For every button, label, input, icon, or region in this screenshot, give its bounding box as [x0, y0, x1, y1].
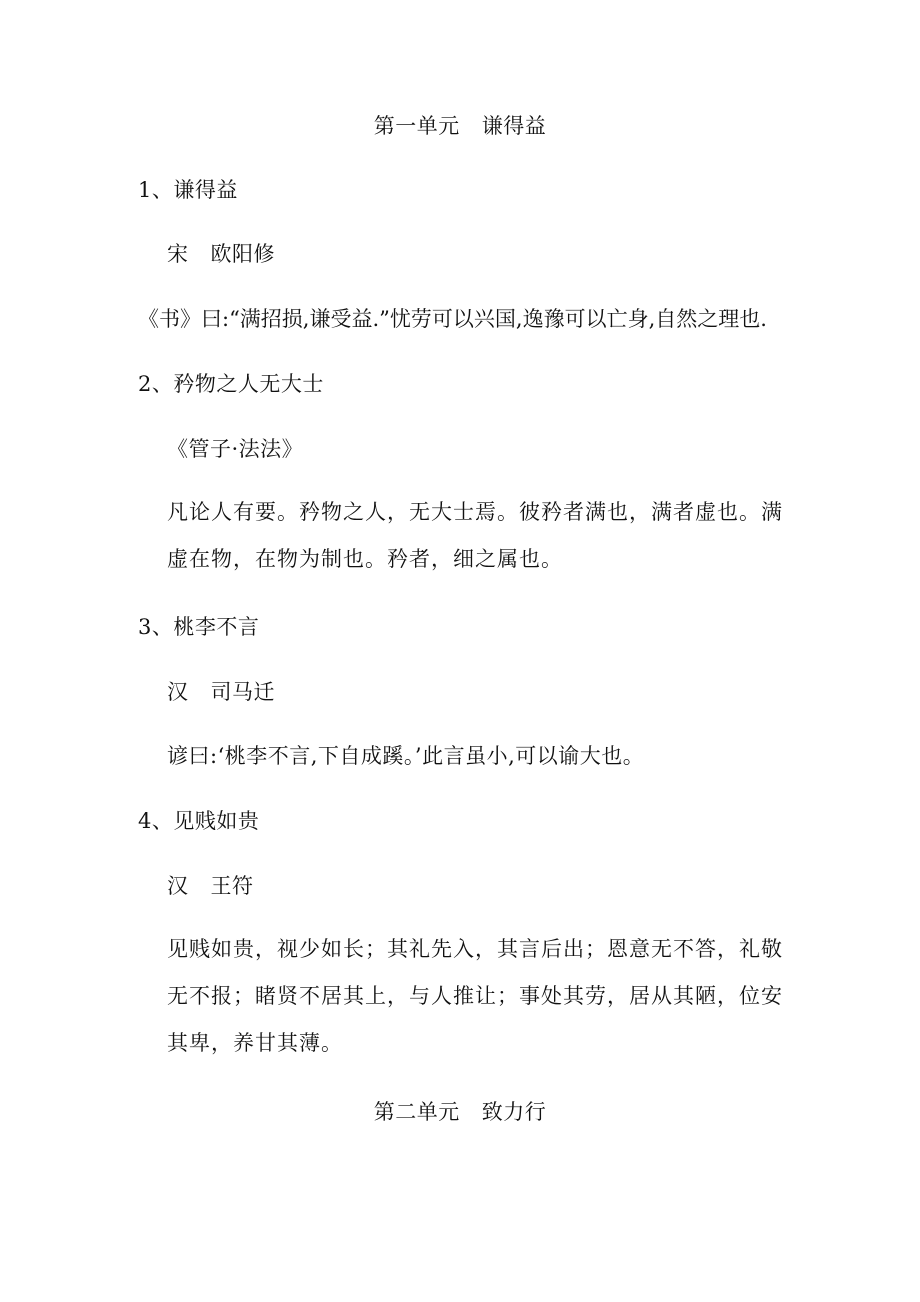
author: 司马迁 — [210, 680, 275, 704]
section-text-1: 《书》曰:“满招损,谦受益.”忧劳可以兴国,逸豫可以亡身,自然之理也. — [138, 307, 767, 331]
unit-theme: 致力行 — [481, 1100, 547, 1124]
author: 王符 — [210, 874, 254, 898]
section-title-3 — [138, 612, 259, 642]
section-text-2: 凡论人有要。矜物之人，无大士焉。彼矜者满也，满者虚也。满虚在物，在物为制也。矜者，细之属也。 — [167, 500, 783, 571]
dynasty: 汉 — [167, 874, 189, 898]
unit-heading-1 — [0, 111, 920, 141]
section-author-4 — [167, 871, 254, 901]
section-title-1 — [138, 175, 238, 205]
section-title: 桃李不言 — [173, 615, 260, 639]
section-title: 矜物之人无大士 — [173, 372, 324, 396]
section-number: 1、 — [138, 178, 174, 202]
section-title-2 — [138, 369, 324, 399]
unit-label: 第二单元 — [373, 1100, 460, 1124]
section-number: 4、 — [138, 809, 174, 833]
section-author-3 — [167, 677, 275, 707]
section-title: 见贱如贵 — [173, 809, 260, 833]
author: 欧阳修 — [210, 242, 275, 266]
section-title: 谦得益 — [173, 178, 238, 202]
section-text-4: 见贱如贵，视少如长；其礼先入，其言后出；恩意无不答，礼敬无不报；睹贤不居其上，与人推让；事处其劳，居从其陋，位安其卑，养甘其薄。 — [167, 937, 783, 1055]
section-number: 3、 — [138, 615, 174, 639]
section-title-4 — [138, 806, 259, 836]
section-number: 2、 — [138, 372, 174, 396]
section-text-3: 谚曰:‘桃李不言,下自成蹊。’此言虽小,可以谕大也。 — [167, 744, 645, 768]
unit-heading-2 — [0, 1097, 920, 1127]
dynasty: 汉 — [167, 680, 189, 704]
unit-theme: 谦得益 — [481, 114, 547, 138]
section-source-2: 《管子·法法》 — [167, 437, 304, 461]
section-author-1 — [167, 239, 275, 269]
unit-label: 第一单元 — [373, 114, 460, 138]
dynasty: 宋 — [167, 242, 189, 266]
